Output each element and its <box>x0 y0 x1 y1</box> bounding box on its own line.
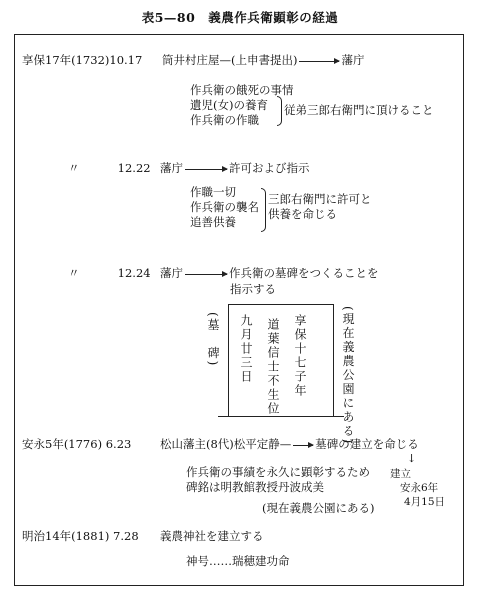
r2-items: 作職一切 作兵衛の襲名 追善供養 <box>190 185 259 229</box>
r5-result: 義農神社を建立する <box>160 529 264 543</box>
r4-actor: 松山藩主(8代)松平定静— 墓碑の建立を命じる <box>160 437 419 451</box>
r4-built-date1: 安永6年 <box>400 482 439 494</box>
r3-result-line2: 指示する <box>230 282 276 296</box>
r3-date: 〃 12.24 <box>68 266 151 280</box>
r2-date: 〃 12.22 <box>68 161 151 175</box>
r2-brace <box>261 188 266 232</box>
stone-inscription-name: 道葉信士不生位 <box>266 318 280 416</box>
stone-inscription-day: 九月廿三日 <box>239 314 253 384</box>
r5-date: 明治14年(1881) 7.28 <box>22 529 139 543</box>
r1-brace <box>277 96 282 126</box>
r3-actor: 藩庁 作兵衛の墓碑をつくることを <box>160 266 379 280</box>
r1-result: 従弟三郎右衛門に頂けること <box>284 103 434 117</box>
stone-inscription-date: 享保十七子年 <box>293 314 307 398</box>
r4-built: 建立 <box>390 468 411 480</box>
down-arrow: ↓ <box>407 452 417 465</box>
r1-date: 享保17年(1732)10.17 <box>22 53 143 67</box>
r4-built-date2: 4月15日 <box>404 496 446 508</box>
r4-sub2: 碑銘は明教館教授丹波成美 <box>186 480 324 494</box>
r4-date: 安永5年(1776) 6.23 <box>22 437 132 451</box>
r3-stone-location: (現在義農公園にある) <box>341 306 355 446</box>
r1-actor: 筒井村庄屋—(上申書提出) 藩庁 <box>162 53 365 67</box>
table-title: 表5—80 義農作兵衛顕彰の経過 <box>141 10 339 25</box>
r3-stone-label: (墓 碑) <box>206 312 220 368</box>
r5-sub: 神号……瑞穂建功命 <box>186 554 290 568</box>
gravestone-ground-line <box>218 416 344 417</box>
r1-items: 作兵衛の餓死の事情 遺児(女)の養育 作兵衛の作職 <box>190 83 294 127</box>
r4-sub1: 作兵衛の事績を永久に顕彰するため <box>186 465 370 479</box>
r4-location: (現在義農公園にある) <box>262 501 375 515</box>
r2-detail: 三郎右衛門に許可と 供養を命じる <box>268 192 372 221</box>
r2-actor: 藩庁 許可および指示 <box>160 161 310 175</box>
